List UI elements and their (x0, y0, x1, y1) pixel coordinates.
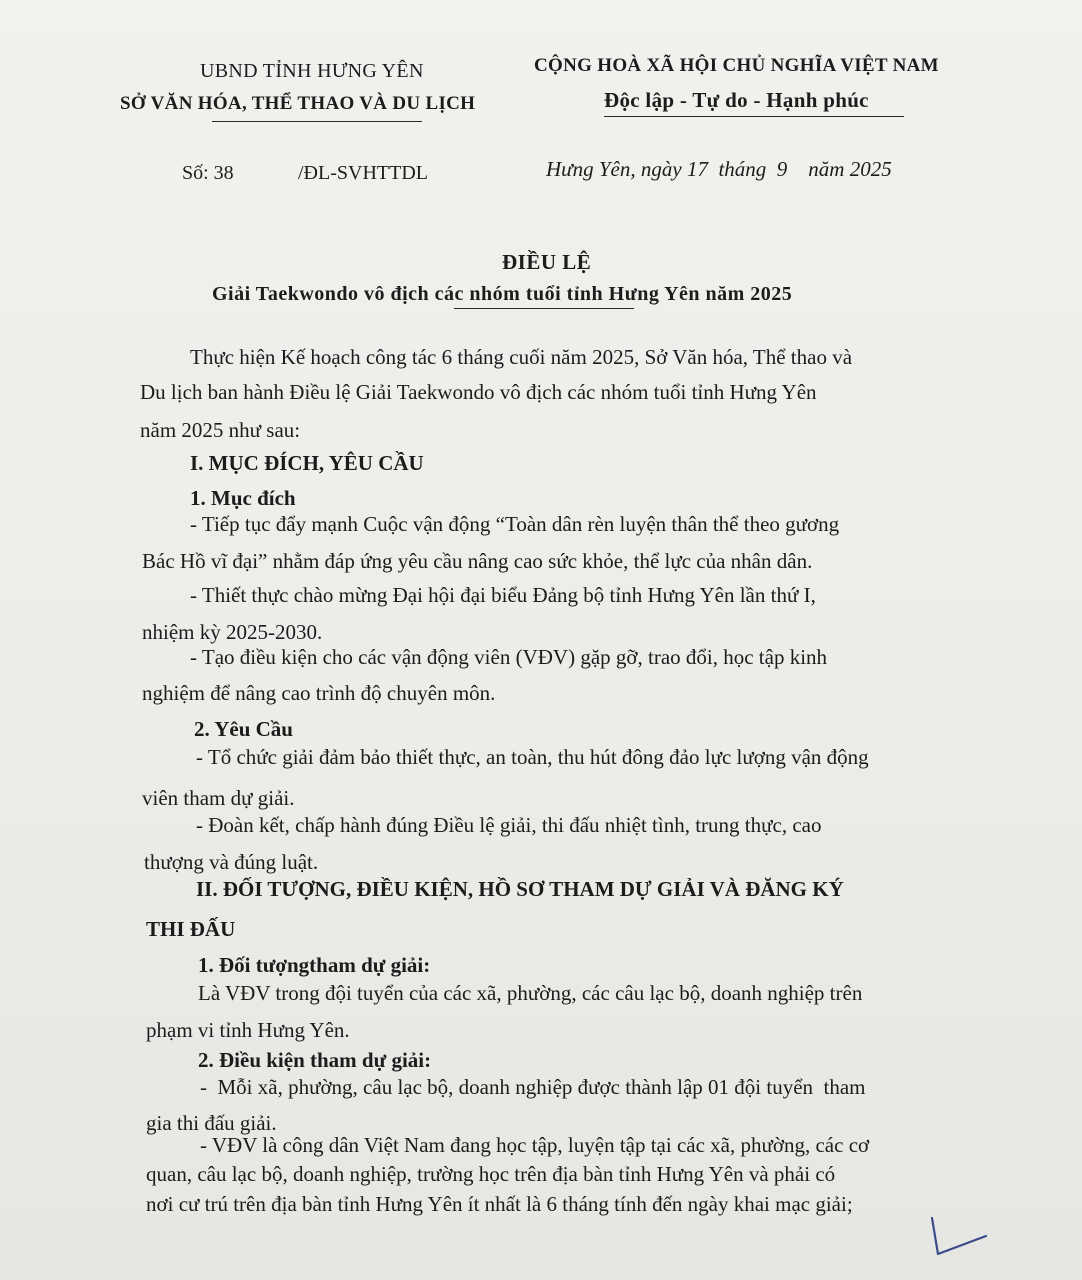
document-title: ĐIỀU LỆ (502, 250, 592, 274)
motto-underline (604, 116, 904, 117)
subsection-requirements: 2. Yêu Cầu (194, 717, 293, 741)
national-motto: Độc lập - Tự do - Hạnh phúc (604, 88, 869, 112)
participants-p6-line-2: phạm vi tỉnh Hưng Yên. (146, 1018, 350, 1042)
requirements-p5-line-2: thượng và đúng luật. (144, 850, 319, 874)
conditions-p7-line-2: gia thi đấu giải. (146, 1111, 277, 1135)
intro-line-2: Du lịch ban hành Điều lệ Giải Taekwondo vô địch các nhóm tuổi tỉnh Hưng Yên (140, 380, 817, 404)
requirements-p5-line-1: - Đoàn kết, chấp hành đúng Điều lệ giải, thi đấu nhiệt tình, trung thực, cao (196, 813, 822, 837)
conditions-p7-line-1: - Mỗi xã, phường, câu lạc bộ, doanh nghiệp được thành lập 01 đội tuyển tham (200, 1075, 866, 1099)
section-2-heading-line-2: THI ĐẤU (146, 917, 236, 941)
conditions-p8-line-3: nơi cư trú trên địa bàn tỉnh Hưng Yên ít nhất là 6 tháng tính đến ngày khai mạc giải; (146, 1192, 853, 1216)
intro-line-1: Thực hiện Kế hoạch công tác 6 tháng cuối năm 2025, Sở Văn hóa, Thể thao và (190, 345, 853, 369)
intro-line-3: năm 2025 như sau: (140, 418, 301, 442)
requirements-p4-line-1: - Tổ chức giải đảm bảo thiết thực, an toàn, thu hút đông đảo lực lượng vận động (196, 745, 869, 769)
conditions-p8-line-1: - VĐV là công dân Việt Nam đang học tập, luyện tập tại các xã, phường, các cơ (200, 1133, 870, 1157)
subsection-participants: 1. Đối tượngtham dự giải: (198, 953, 431, 977)
agency-parent: UBND TỈNH HƯNG YÊN (200, 60, 424, 82)
subsection-conditions: 2. Điều kiện tham dự giải: (198, 1048, 432, 1072)
subtitle-underline (454, 308, 634, 309)
purpose-p2-line-2: nhiệm kỳ 2025-2030. (142, 620, 323, 644)
conditions-p8-line-2: quan, câu lạc bộ, doanh nghiệp, trường học trên địa bàn tỉnh Hưng Yên và phải có (146, 1162, 836, 1186)
pen-checkmark (924, 1208, 994, 1258)
section-2-heading-line-1: II. ĐỐI TƯỢNG, ĐIỀU KIỆN, HỒ SƠ THAM DỰ GIẢI VÀ ĐĂNG KÝ (196, 877, 844, 901)
purpose-p3-line-2: nghiệm để nâng cao trình độ chuyên môn. (142, 681, 496, 705)
participants-p6-line-1: Là VĐV trong đội tuyển của các xã, phường, các câu lạc bộ, doanh nghiệp trên (198, 981, 863, 1005)
subsection-purpose: 1. Mục đích (190, 486, 296, 510)
section-1-heading: I. MỤC ĐÍCH, YÊU CẦU (190, 451, 424, 475)
document-number: Số: 38 (182, 162, 234, 184)
purpose-p3-line-1: - Tạo điều kiện cho các vận động viên (VĐV) gặp gỡ, trao đổi, học tập kinh (190, 645, 828, 669)
agency-underline (212, 121, 422, 122)
document-code: /ĐL-SVHTTDL (298, 162, 428, 184)
document-subtitle: Giải Taekwondo vô địch các nhóm tuổi tỉnh Hưng Yên năm 2025 (212, 283, 793, 305)
agency-name: SỞ VĂN HÓA, THỂ THAO VÀ DU LỊCH (120, 93, 476, 114)
purpose-p1-line-1: - Tiếp tục đẩy mạnh Cuộc vận động “Toàn dân rèn luyện thân thể theo gương (190, 512, 840, 536)
requirements-p4-line-2: viên tham dự giải. (142, 786, 295, 810)
place-date: Hưng Yên, ngày 17 tháng 9 năm 2025 (546, 157, 892, 181)
purpose-p2-line-1: - Thiết thực chào mừng Đại hội đại biểu Đảng bộ tỉnh Hưng Yên lần thứ I, (190, 583, 816, 607)
purpose-p1-line-2: Bác Hồ vĩ đại” nhằm đáp ứng yêu cầu nâng cao sức khỏe, thể lực của nhân dân. (142, 549, 813, 573)
national-title: CỘNG HOÀ XÃ HỘI CHỦ NGHĨA VIỆT NAM (534, 55, 939, 76)
